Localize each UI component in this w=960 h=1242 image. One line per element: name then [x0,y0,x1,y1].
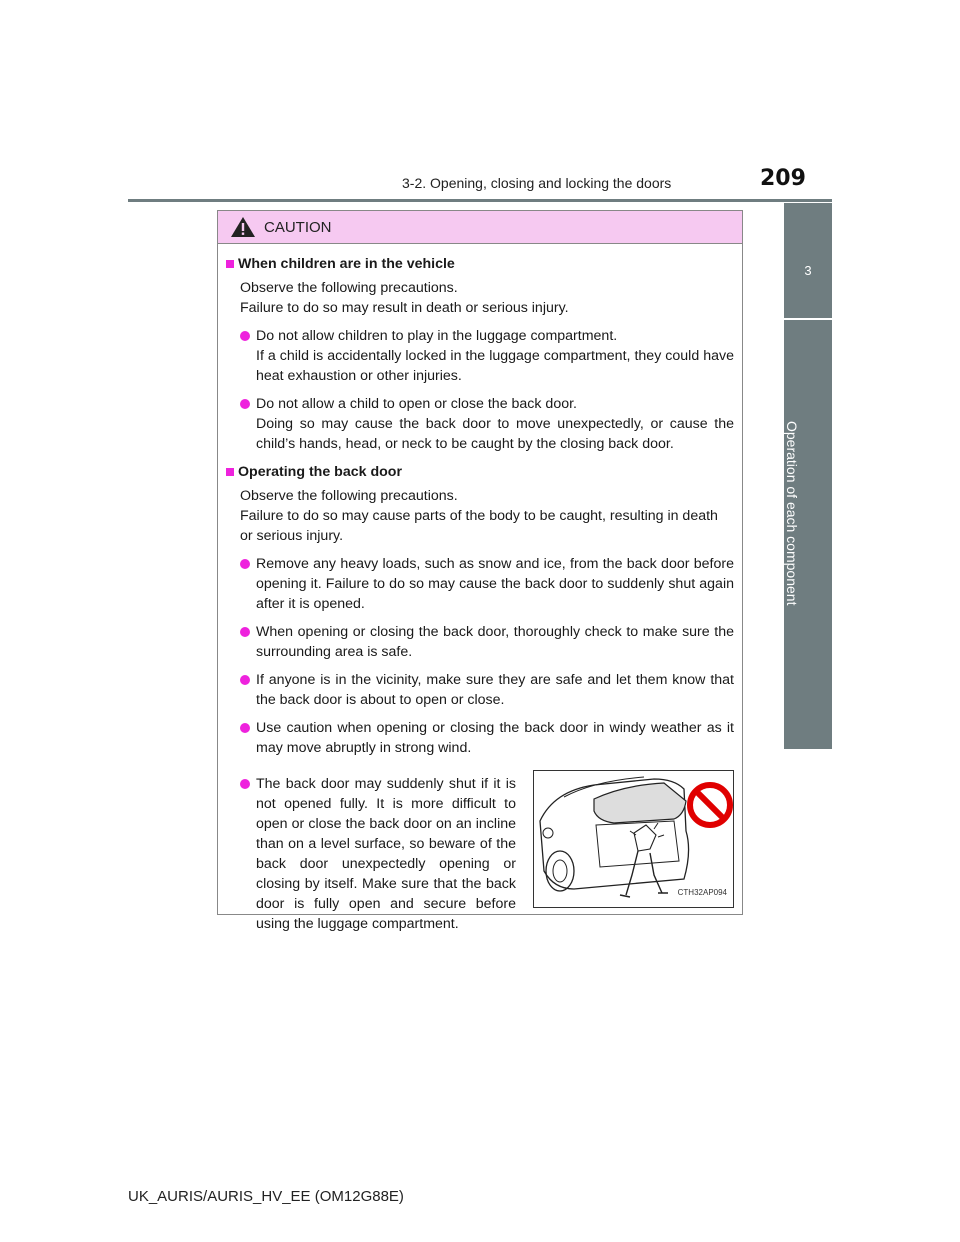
section-intro: Observe the following precautions. Failure to do so may cause parts of the body to be caught, resulting in death or serious injury. [240,488,718,544]
square-bullet-icon [226,468,234,476]
bullet-dot-icon [240,723,250,733]
caution-body [218,244,742,934]
figure-code: CTH32AP094 [677,888,727,897]
caution-section [226,462,734,934]
list-item: Do not allow children to play in the luggage compartment. If a child is accidentally locked in the luggage compartment, they could have heat exhaustion or other injuries. [226,326,734,386]
list-item: Do not allow a child to open or close the back door. Doing so may cause the back door to move unexpectedly, or cause the child’s hands, head, or neck to be caught by the closing back door. [226,394,734,454]
header-divider [128,199,832,202]
bullet-dot-icon [240,779,250,789]
section-heading: When children are in the vehicle [238,256,455,272]
section-heading: Operating the back door [238,464,402,480]
list-item: The back door may suddenly shut if it is not opened fully. It is more difficult to open or close the back door on an incline than on a level surface, so beware of the back door unexpectedly opening or closing by itself. Make sure that the back door is fully open and secure before using the luggage compartment. [226,774,516,934]
square-bullet-icon [226,260,234,268]
section-intro: Observe the following precautions. Failure to do so may result in death or serious injury. [240,280,569,316]
list-item: If anyone is in the vicinity, make sure they are safe and let them know that the back door is about to open or close. [226,670,734,710]
model-code: UK_AURIS/AURIS_HV_EE (OM12G88E) [128,1188,404,1205]
caution-section [226,254,734,454]
list-item: When opening or closing the back door, thoroughly check to make sure the surrounding area is safe. [226,622,734,662]
caution-title: CAUTION [264,218,332,236]
figure-row [226,768,734,934]
caution-box [217,210,743,932]
page-number: 209 [760,166,806,191]
warning-triangle-icon [230,216,256,238]
bullet-dot-icon [240,675,250,685]
bullet-dot-icon [240,399,250,409]
chapter-title: Operation of each component [784,421,800,606]
back-door-illustration [533,770,734,908]
bullet-dot-icon [240,559,250,569]
list-item: Remove any heavy loads, such as snow and ice, from the back door before opening it. Failure to do so may cause the back door to suddenly shut again after it is opened. [226,554,734,614]
caution-header [218,211,742,244]
section-title: 3-2. Opening, closing and locking the doors [402,175,672,191]
bullet-dot-icon [240,331,250,341]
bullet-dot-icon [240,627,250,637]
list-item: Use caution when opening or closing the back door in windy weather as it may move abruptly in strong wind. [226,718,734,758]
chapter-number: 3 [784,203,832,318]
chapter-side-tab [784,203,832,749]
